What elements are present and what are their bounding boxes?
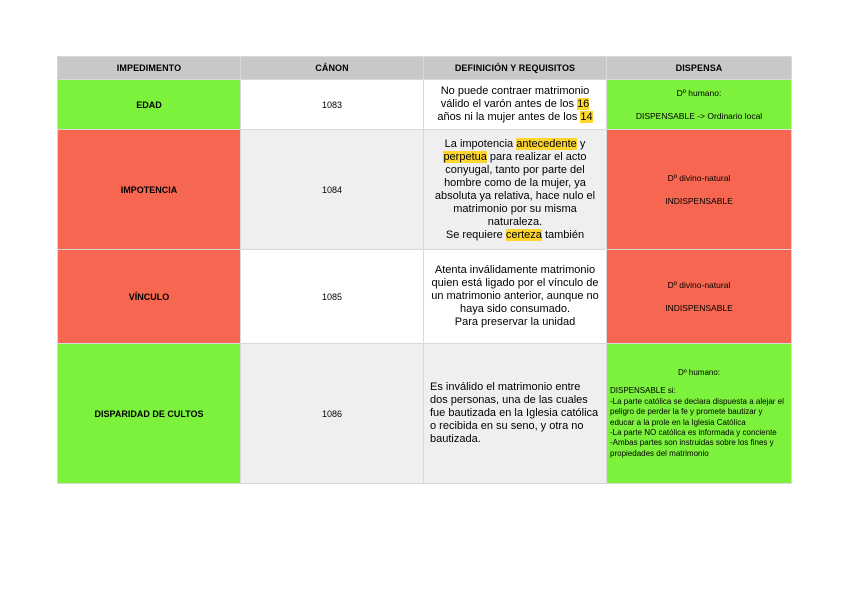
definicion-cell: La impotencia antecedente y perpetua para realizar el acto conyugal, tanto por parte del hombre como de la mujer, ya absoluta ya relativa, hace nulo el matrimonio por su misma naturaleza. Se requiere certeza también — [424, 130, 607, 250]
definicion-cell: Atenta inválidamente matrimonio quien está ligado por el vínculo de un matrimonio anterior, aunque no haya sido consumado. Para preservar la unidad — [424, 250, 607, 344]
dispensa-cell: Dº divino-natural INDISPENSABLE — [607, 130, 792, 250]
impedimento-name: DISPARIDAD DE CULTOS — [58, 344, 241, 484]
header-impedimento: IMPEDIMENTO — [58, 57, 241, 80]
impedimento-name: IMPOTENCIA — [58, 130, 241, 250]
highlight: 16 — [577, 98, 590, 110]
canon-number: 1085 — [241, 250, 424, 344]
table-row — [58, 80, 792, 130]
dispensa-cell: Dº divino-natural INDISPENSABLE — [607, 250, 792, 344]
impedimentos-table — [57, 56, 792, 484]
header-dispensa: DISPENSA — [607, 57, 792, 80]
impedimento-name: VÍNCULO — [58, 250, 241, 344]
highlight: 14 — [580, 111, 593, 123]
highlight: certeza — [505, 228, 542, 241]
highlight: perpetua — [443, 150, 487, 163]
definicion-cell: No puede contraer matrimonio válido el varón antes de los 16 años ni la mujer antes de los 14 — [424, 80, 607, 130]
table-row — [58, 250, 792, 344]
header-canon: CÁNON — [241, 57, 424, 80]
canon-number: 1086 — [241, 344, 424, 484]
canon-number: 1084 — [241, 130, 424, 250]
impedimento-name: EDAD — [58, 80, 241, 130]
highlight: antecedente — [516, 137, 577, 150]
canon-number: 1083 — [241, 80, 424, 130]
table-row — [58, 344, 792, 484]
definicion-cell: Es inválido el matrimonio entre dos personas, una de las cuales fue bautizada en la Iglesia católica o recibida en su seno, y otra no bautizada. — [424, 344, 607, 484]
header-definicion: DEFINICIÓN Y REQUISITOS — [424, 57, 607, 80]
dispensa-cell: Dº humano: DISPENSABLE -> Ordinario local — [607, 80, 792, 130]
table-row — [58, 130, 792, 250]
dispensa-cell: Dº humano: DISPENSABLE si: -La parte católica se declara dispuesta a alejar el peligro de perder la fe y promete bautizar y educar a la prole en la Iglesia Católica -La parte NO católica es informada y conciente -Ambas partes son instruidas sobre los fines y propiedades del matrimonio — [607, 344, 792, 484]
header-row — [58, 57, 792, 80]
